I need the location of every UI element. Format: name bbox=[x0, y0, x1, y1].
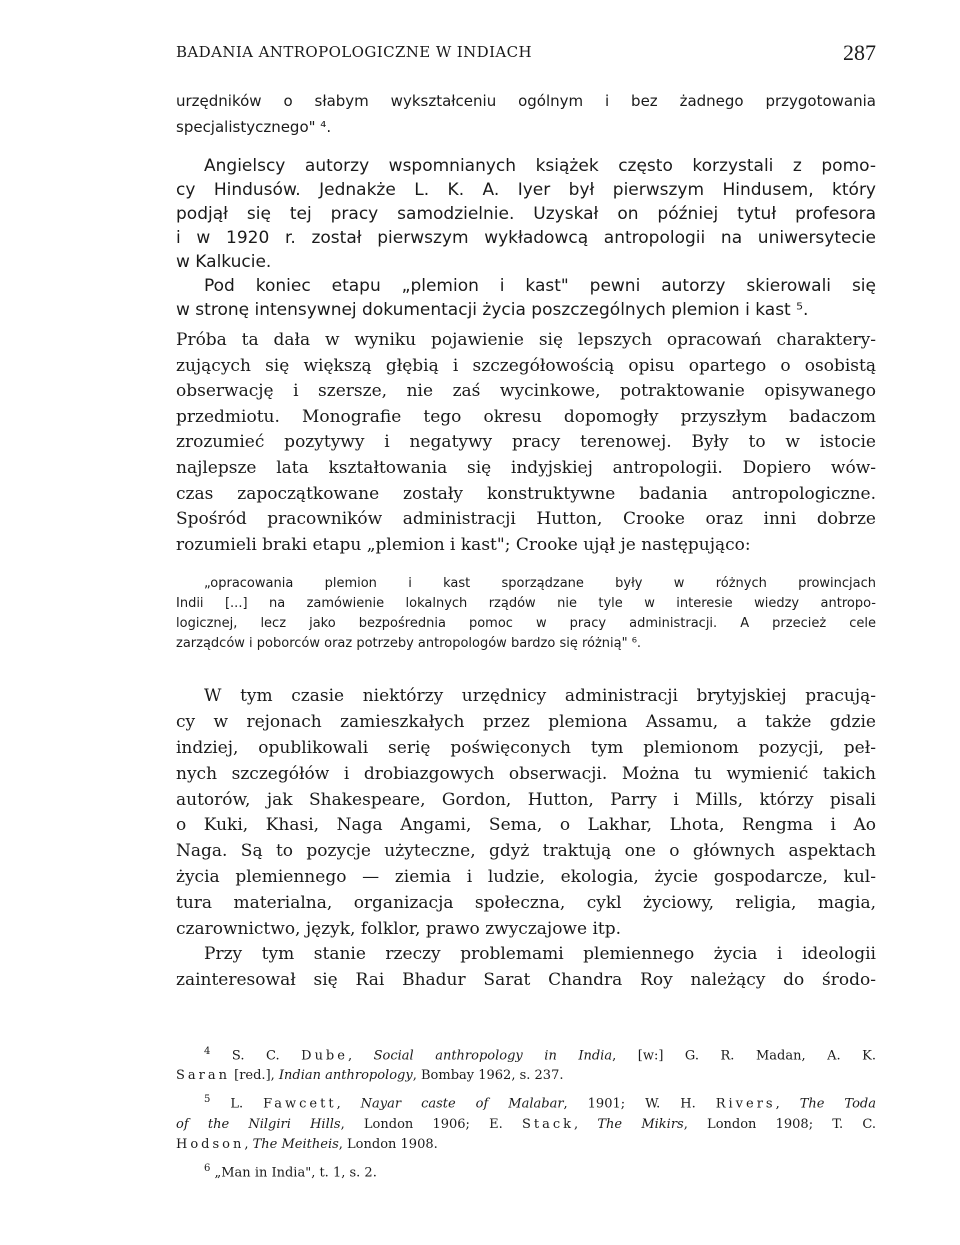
footnote-6 bbox=[176, 1159, 876, 1183]
footnote-text: , bbox=[336, 1096, 361, 1112]
footnote-line bbox=[176, 1042, 876, 1066]
footnote-4 bbox=[176, 1042, 876, 1086]
footnote-text: „Man in India", t. 1, s. 2. bbox=[214, 1164, 377, 1180]
text-line: zrozumieć pozytywy i negatywy pracy terenowej. Były to w istocie bbox=[176, 432, 876, 453]
paragraph-continuation bbox=[176, 88, 876, 140]
text-line: czarownictwo, język, folklor, prawo zwyczajowe itp. bbox=[176, 918, 621, 939]
text-line: Pod koniec etapu „plemion i kast" pewni autorzy skierowali się bbox=[204, 276, 876, 296]
footnote-text: , London 1908; T. C. bbox=[683, 1116, 876, 1132]
author-name: Hodson bbox=[176, 1136, 245, 1152]
text-line: zainteresował się Rai Bhadur Sarat Chandra Roy należący do środo- bbox=[176, 970, 876, 991]
footnote-line bbox=[176, 1066, 876, 1086]
block-quotation bbox=[176, 574, 876, 654]
text-line: rozumieli braki etapu „plemion i kast"; Crooke ujął je następująco: bbox=[176, 534, 751, 555]
author-name: Rivers bbox=[715, 1096, 776, 1112]
text-line: w Kalkucie. bbox=[176, 252, 272, 272]
text-line: zarządców i poborców oraz potrzeby antropologów bardzo się różnią" ⁶. bbox=[176, 636, 642, 652]
work-title: Nayar caste of Malabar bbox=[360, 1096, 564, 1112]
work-title: Social anthropology in India bbox=[373, 1048, 613, 1064]
text-line: Indii [...] na zamówienie lokalnych rządów nie tyle w interesie wiedzy antropo- bbox=[176, 596, 876, 612]
text-line: czas zapoczątkowane zostały konstruktywne badania antropologiczne. bbox=[176, 483, 876, 504]
text-line: Przy tym stanie rzeczy problemami plemiennego życia i ideologii bbox=[204, 944, 876, 965]
footnote-line bbox=[176, 1135, 876, 1155]
footnote-line bbox=[176, 1090, 876, 1114]
footnote-number: 5 bbox=[204, 1094, 211, 1106]
paragraph-monographs bbox=[176, 328, 876, 558]
footnote-text: , London 1906; E. bbox=[340, 1116, 522, 1132]
text-line: „opracowania plemion i kast sporządzane były w różnych prowincjach bbox=[204, 576, 876, 592]
paragraph-iyer bbox=[176, 154, 876, 322]
footnote-text: , Bombay 1962, s. 237. bbox=[412, 1068, 564, 1084]
text-line: obserwację i szersze, nie zaś wycinkowe, potraktowanie opisywanego bbox=[176, 381, 876, 402]
text-line: Próba ta dała w wyniku pojawienie się lepszych opracowań charaktery- bbox=[176, 330, 876, 350]
text-line: o Kuki, Khasi, Naga Angami, Sema, o Lakhar, Lhota, Rengma i Ao bbox=[176, 815, 876, 836]
running-head bbox=[176, 40, 876, 66]
footnote-5 bbox=[176, 1090, 876, 1154]
author-name: Dube bbox=[301, 1048, 348, 1064]
text-line: urzędników o słabym wykształceniu ogólnym i bez żadnego przygotowania bbox=[176, 92, 876, 110]
text-line: logicznej, lecz jako bezpośrednia pomoc w pracy administracji. A przecież cele bbox=[176, 616, 876, 632]
text-line: autorów, jak Shakespeare, Gordon, Hutton, Parry i Mills, którzy pisali bbox=[176, 789, 876, 810]
text-line: Spośród pracowników administracji Hutton, Crooke oraz inni dobrze bbox=[176, 509, 876, 530]
text-line: przedmiotu. Monografie tego okresu dopomogły przyszłym badaczom bbox=[176, 406, 876, 427]
work-title: The Meitheis bbox=[252, 1136, 339, 1152]
author-name: Fawcett bbox=[263, 1096, 337, 1112]
text-line: życia plemiennego — ziemia i ludzie, ekologia, życie gospodarcze, kul- bbox=[176, 866, 876, 887]
text-line: zujących się większą głębią i szczegółowością opisu opartego o osobistą bbox=[176, 355, 876, 376]
work-title: The Toda bbox=[799, 1096, 876, 1112]
text-line: nych szczegółów i drobiazgowych obserwacji. Można tu wymienić takich bbox=[176, 763, 876, 784]
text-line: cy w rejonach zamieszkałych przez plemiona Assamu, a także gdzie bbox=[176, 712, 876, 733]
footnote-text: L. bbox=[230, 1096, 264, 1112]
text-line: indziej, opublikowali serię poświęconych tym plemionom pozycji, peł- bbox=[176, 737, 876, 758]
footnote-number: 4 bbox=[204, 1046, 211, 1057]
footnote-line bbox=[176, 1159, 876, 1183]
author-name: Saran bbox=[176, 1068, 230, 1084]
footnote-text: , bbox=[244, 1136, 253, 1152]
text-line: cy Hindusów. Jednakże L. K. A. Iyer był pierwszym Hindusem, który bbox=[176, 180, 876, 200]
text-line: w stronę intensywnej dokumentacji życia poszczególnych plemion i kast ⁵. bbox=[176, 300, 809, 320]
text-line: Naga. Są to pozycje użyteczne, gdyż traktują one o głównych aspektach bbox=[176, 841, 876, 862]
page-number: 287 bbox=[843, 40, 876, 65]
footnote-text: , bbox=[574, 1116, 598, 1132]
footnote-text: , 1901; W. H. bbox=[563, 1096, 716, 1112]
paragraph-assam bbox=[176, 684, 876, 994]
footnote-line bbox=[176, 1115, 876, 1135]
text-line: Angielscy autorzy wspomnianych książek często korzystali z pomo- bbox=[204, 156, 876, 176]
author-name: Stack bbox=[521, 1116, 575, 1132]
footnote-text: , bbox=[775, 1096, 800, 1112]
text-line: i w 1920 r. został pierwszym wykładowcą antropologii na uniwersytecie bbox=[176, 228, 876, 248]
footnote-text: , London 1908. bbox=[338, 1136, 438, 1152]
text-line: W tym czasie niektórzy urzędnicy administracji brytyjskiej pracują- bbox=[204, 686, 876, 707]
body-text bbox=[176, 88, 876, 994]
text-line: tura materialna, organizacja społeczna, cykl życiowy, religia, magia, bbox=[176, 892, 876, 913]
running-head-title: BADANIA ANTROPOLOGICZNE W INDIACH bbox=[176, 43, 532, 61]
text-line: specjalistycznego" ⁴. bbox=[176, 118, 332, 136]
footnotes bbox=[176, 1042, 876, 1183]
work-title: Indian anthropology bbox=[278, 1068, 413, 1084]
text-line: najlepsze lata kształtowania się indyjskiej antropologii. Dopiero wów- bbox=[176, 457, 876, 478]
footnote-text: S. C. bbox=[231, 1048, 302, 1064]
work-title: The Mikirs bbox=[597, 1116, 684, 1132]
footnote-number: 6 bbox=[204, 1162, 211, 1174]
work-title: of the Nilgiri Hills bbox=[176, 1116, 341, 1132]
footnote-text: , bbox=[347, 1048, 374, 1064]
text-line: podjął się tej pracy samodzielnie. Uzyskał on później tytuł profesora bbox=[176, 204, 876, 224]
footnote-text: [red.], bbox=[230, 1068, 279, 1084]
footnote-text: , [w:] G. R. Madan, A. K. bbox=[612, 1048, 876, 1064]
